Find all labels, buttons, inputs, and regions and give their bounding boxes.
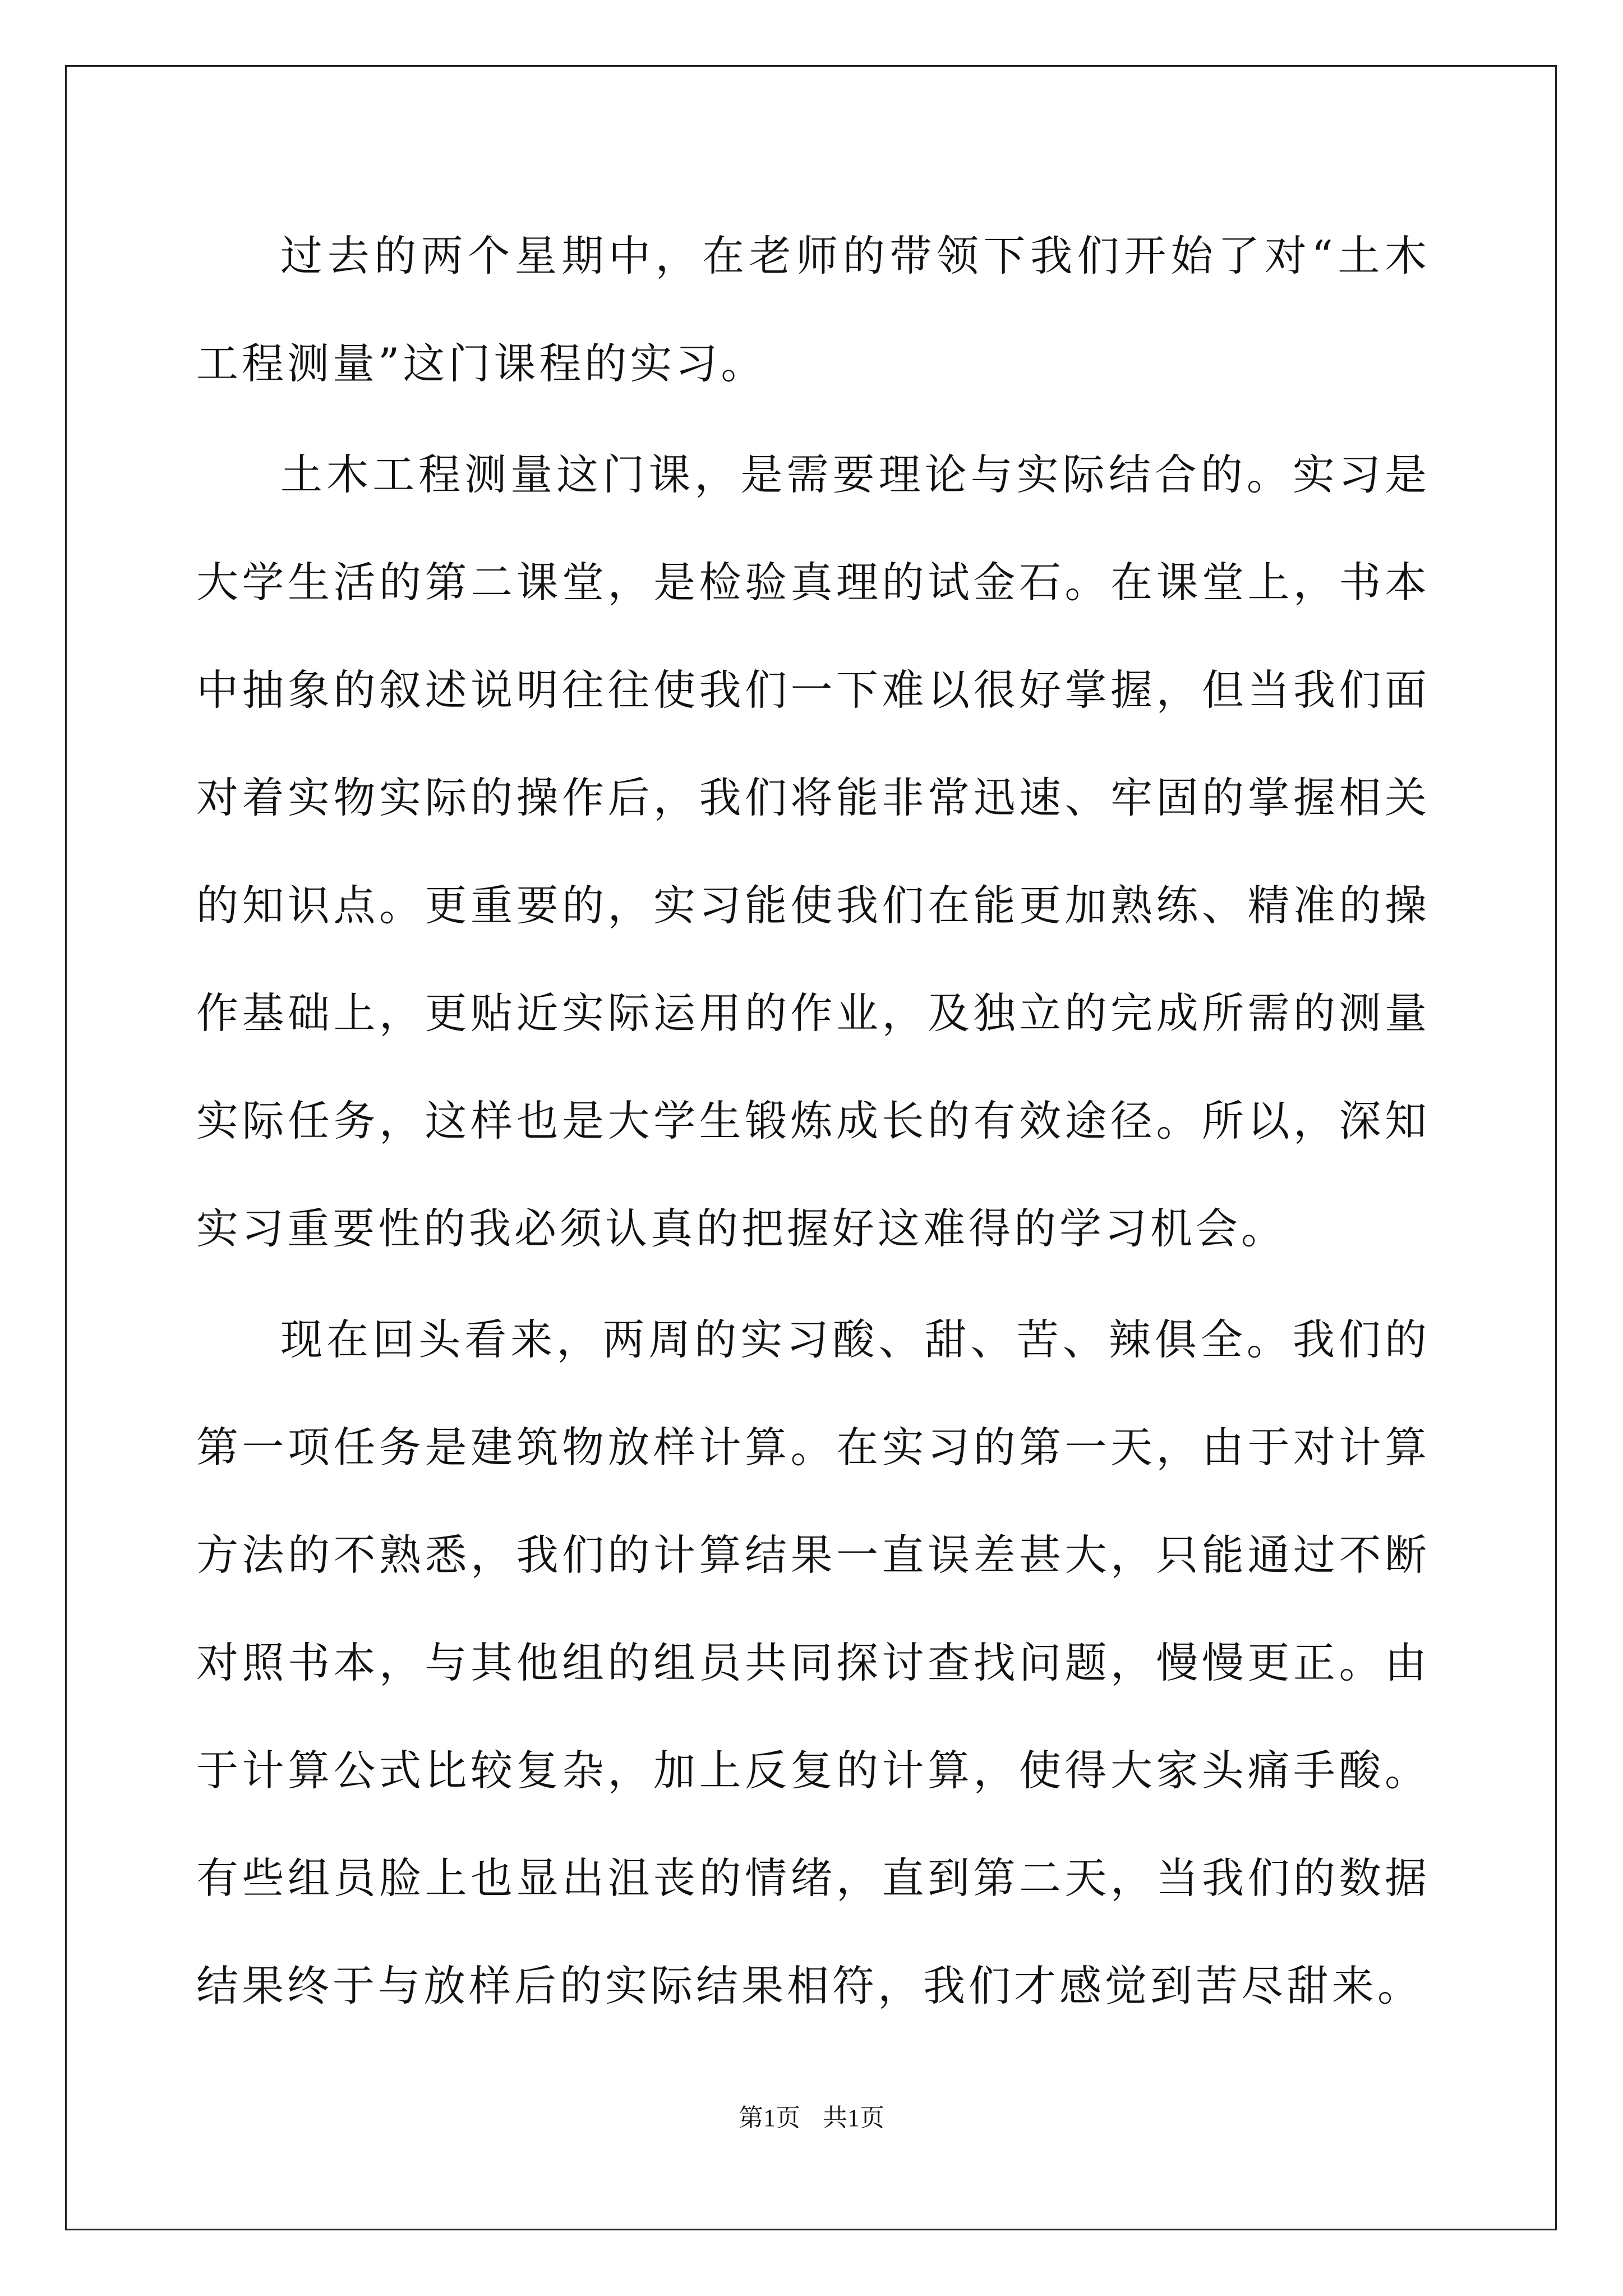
paragraph: 现在回头看来，两周的实习酸、甜、苦、辣俱全。我们的第一项任务是建筑物放样计算。在实习的第一天，由于对计算方法的不熟悉，我们的计算结果一直误差甚大，只能通过不断对照书本，与其他组的组员共同探讨查找问题，慢慢更正。由于计算公式比较复杂，加上反复的计算，使得大家头痛手酸。有些组员脸上也显出沮丧的情绪，直到第二天，当我们的数据结果终于与放样后的实际结果相符，我们才感觉到苦尽甜来。 xyxy=(196,1315,1430,2010)
page-number: 第1页 xyxy=(739,2104,800,2132)
document-body xyxy=(196,202,1430,2040)
paragraph: 过去的两个星期中，在老师的带领下我们开始了对“土木工程测量”这门课程的实习。 xyxy=(196,231,1430,388)
page-footer xyxy=(0,2101,1623,2135)
page-total: 共1页 xyxy=(823,2104,884,2132)
paragraph: 土木工程测量这门课，是需要理论与实际结合的。实习是大学生活的第二课堂，是检验真理的试金石。在课堂上，书本中抽象的叙述说明往往使我们一下难以很好掌握，但当我们面对着实物实际的操作后，我们将能非常迅速、牢固的掌握相关的知识点。更重要的，实习能使我们在能更加熟练、精准的操作基础上，更贴近实际运用的作业，及独立的完成所需的测量实际任务，这样也是大学生锻炼成长的有效途径。所以，深知实习重要性的我必须认真的把握好这难得的学习机会。 xyxy=(196,450,1430,1253)
